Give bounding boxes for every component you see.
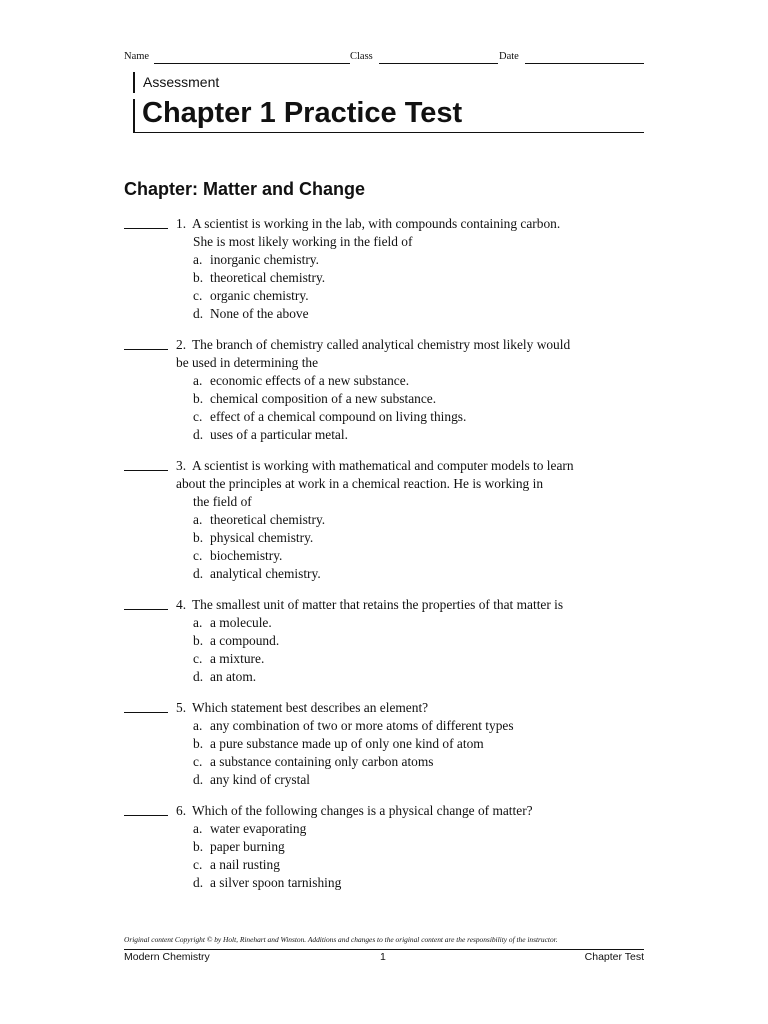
option-letter: a. xyxy=(193,615,203,630)
option-letter: d. xyxy=(193,772,204,787)
option-list xyxy=(193,372,644,444)
option-text: any kind of crystal xyxy=(210,772,311,787)
question-number: 2. xyxy=(176,337,187,352)
question-text-continued: the field of xyxy=(193,494,252,509)
option xyxy=(193,372,644,390)
option-text: a compound. xyxy=(210,633,280,648)
option xyxy=(193,251,644,269)
option-letter: d. xyxy=(193,669,204,684)
name-label: Name xyxy=(124,51,150,62)
answer-blank xyxy=(124,349,168,350)
option-letter: d. xyxy=(193,427,204,442)
question-5 xyxy=(124,699,644,789)
option-text: a pure substance made up of only one kind of atom xyxy=(210,736,484,751)
answer-blank xyxy=(124,815,168,816)
footer-rule xyxy=(124,949,644,950)
answer-blank xyxy=(124,470,168,471)
answer-blank xyxy=(124,609,168,610)
question-3 xyxy=(124,457,644,583)
option xyxy=(193,269,644,287)
option-text: None of the above xyxy=(210,306,309,321)
question-stem xyxy=(176,699,644,717)
option-letter: b. xyxy=(193,391,204,406)
option xyxy=(193,408,644,426)
option-text: a silver spoon tarnishing xyxy=(210,875,342,890)
option-letter: c. xyxy=(193,548,203,563)
question-stem xyxy=(176,457,644,475)
option-text: a mixture. xyxy=(210,651,265,666)
option-list xyxy=(193,820,644,892)
option-letter: a. xyxy=(193,373,203,388)
footer-doc-type: Chapter Test xyxy=(584,951,644,963)
option xyxy=(193,771,644,789)
question-number: 1. xyxy=(176,216,187,231)
answer-blank xyxy=(124,712,168,713)
question-number: 5. xyxy=(176,700,187,715)
option xyxy=(193,547,644,565)
option-letter: a. xyxy=(193,718,203,733)
option-text: effect of a chemical compound on living things. xyxy=(210,409,467,424)
option-letter: b. xyxy=(193,530,204,545)
option-text: water evaporating xyxy=(210,821,307,836)
page-title: Chapter 1 Practice Test xyxy=(142,97,463,129)
option-letter: a. xyxy=(193,821,203,836)
option-letter: b. xyxy=(193,633,204,648)
option-text: theoretical chemistry. xyxy=(210,270,326,285)
question-number: 3. xyxy=(176,458,187,473)
option-text: any combination of two or more atoms of different types xyxy=(210,718,514,733)
question-number: 6. xyxy=(176,803,187,818)
option xyxy=(193,426,644,444)
option xyxy=(193,287,644,305)
question-stem xyxy=(176,336,644,354)
option-list xyxy=(193,717,644,789)
option-text: biochemistry. xyxy=(210,548,283,563)
option xyxy=(193,511,644,529)
chapter-heading: Chapter: Matter and Change xyxy=(124,179,366,199)
name-blank xyxy=(154,63,350,64)
option-letter: c. xyxy=(193,651,203,666)
question-number: 4. xyxy=(176,597,187,612)
option-text: paper burning xyxy=(210,839,285,854)
option-text: theoretical chemistry. xyxy=(210,512,326,527)
option-letter: b. xyxy=(193,839,204,854)
option-text: a nail rusting xyxy=(210,857,280,872)
title-rule xyxy=(135,132,644,133)
student-info-line xyxy=(124,51,644,67)
option-list xyxy=(193,511,644,583)
option xyxy=(193,717,644,735)
option xyxy=(193,838,644,856)
question-2 xyxy=(124,336,644,444)
option-text: a substance containing only carbon atoms xyxy=(210,754,434,769)
option xyxy=(193,874,644,892)
question-stem xyxy=(176,596,644,614)
assessment-bar xyxy=(133,72,135,93)
question-1 xyxy=(124,215,644,323)
option-text: organic chemistry. xyxy=(210,288,309,303)
option-letter: a. xyxy=(193,252,203,267)
option xyxy=(193,529,644,547)
footer-book-title: Modern Chemistry xyxy=(124,951,210,963)
option xyxy=(193,390,644,408)
question-text-continued: She is most likely working in the field of xyxy=(193,234,413,249)
option-text: physical chemistry. xyxy=(210,530,314,545)
question-text: The smallest unit of matter that retains the properties of that matter is xyxy=(192,597,564,612)
question-text: The branch of chemistry called analytical chemistry most likely would xyxy=(192,337,571,352)
page-number: 1 xyxy=(380,951,386,963)
question-text-continued: about the principles at work in a chemical reaction. He is working in xyxy=(176,476,544,491)
option-letter: b. xyxy=(193,736,204,751)
question-text: Which of the following changes is a physical change of matter? xyxy=(192,803,533,818)
option-letter: c. xyxy=(193,288,203,303)
option xyxy=(193,753,644,771)
option xyxy=(193,614,644,632)
option xyxy=(193,820,644,838)
question-4 xyxy=(124,596,644,686)
option xyxy=(193,305,644,323)
option-text: economic effects of a new substance. xyxy=(210,373,410,388)
option-list xyxy=(193,251,644,323)
option-letter: b. xyxy=(193,270,204,285)
class-label: Class xyxy=(350,51,373,62)
option-list xyxy=(193,614,644,686)
question-6 xyxy=(124,802,644,892)
option-text: a molecule. xyxy=(210,615,272,630)
copyright-notice: Original content Copyright © by Holt, Rinehart and Winston. Additions and changes to the original content are the responsibility of the instructor. xyxy=(124,935,558,944)
question-stem xyxy=(176,215,644,251)
option-letter: c. xyxy=(193,409,203,424)
option xyxy=(193,735,644,753)
date-label: Date xyxy=(499,51,519,62)
question-text: A scientist is working in the lab, with compounds containing carbon. xyxy=(192,216,561,231)
option-text: uses of a particular metal. xyxy=(210,427,348,442)
option-text: chemical composition of a new substance. xyxy=(210,391,437,406)
option xyxy=(193,632,644,650)
option xyxy=(193,565,644,583)
option xyxy=(193,668,644,686)
option-letter: d. xyxy=(193,875,204,890)
option-text: analytical chemistry. xyxy=(210,566,321,581)
option-letter: c. xyxy=(193,857,203,872)
option-letter: d. xyxy=(193,566,204,581)
option xyxy=(193,650,644,668)
class-blank xyxy=(379,63,498,64)
date-blank xyxy=(525,63,644,64)
question-text: Which statement best describes an element? xyxy=(192,700,429,715)
title-bar xyxy=(133,99,135,133)
option-letter: a. xyxy=(193,512,203,527)
option xyxy=(193,856,644,874)
answer-blank xyxy=(124,228,168,229)
option-text: inorganic chemistry. xyxy=(210,252,319,267)
question-text-continued: be used in determining the xyxy=(176,355,319,370)
assessment-label: Assessment xyxy=(143,74,220,90)
question-stem xyxy=(176,802,644,820)
option-letter: c. xyxy=(193,754,203,769)
option-text: an atom. xyxy=(210,669,257,684)
option-letter: d. xyxy=(193,306,204,321)
question-text: A scientist is working with mathematical and computer models to learn xyxy=(192,458,574,473)
